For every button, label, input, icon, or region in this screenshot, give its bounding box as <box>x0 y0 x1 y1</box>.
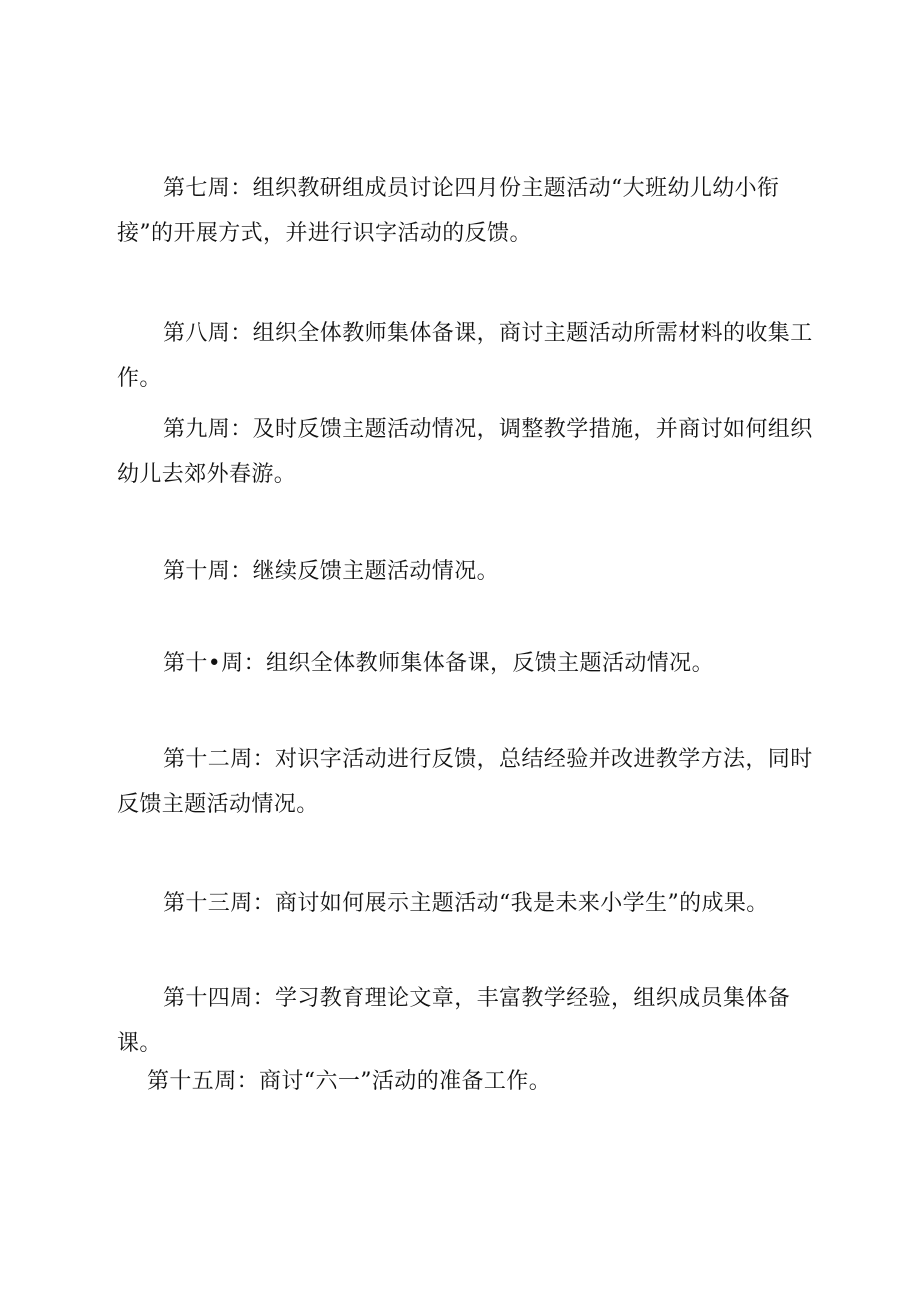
paragraph-week-9: 第九周：及时反馈主题活动情况，调整教学措施，并商讨如何组织幼儿去郊外春游。 <box>117 417 813 487</box>
paragraph-week-10: 第十周：继续反馈主题活动情况。 <box>163 559 500 584</box>
paragraph-week-12: 第十二周：对识字活动进行反馈，总结经验并改进教学方法，同时反馈主题活动情况。 <box>117 747 813 817</box>
paragraph-week-8: 第八周：组织全体教师集体备课，商讨主题活动所需材料的收集工作。 <box>117 321 813 391</box>
paragraph-week-14: 第十四周：学习教育理论文章，丰富教学经验，组织成员集体备课。 <box>117 986 791 1056</box>
paragraph-week-15: 第十五周：商讨“六一”活动的准备工作。 <box>147 1069 552 1094</box>
paragraph-week-13: 第十三周：商讨如何展示主题活动“我是未来小学生”的成果。 <box>163 891 769 916</box>
paragraph-week-7: 第七周：组织教研组成员讨论四月份主题活动“大班幼儿幼小衔接”的开展方式，并进行识字活动的反馈。 <box>117 176 780 246</box>
paragraph-week-11: 第十•周：组织全体教师集体备课，反馈主题活动情况。 <box>163 651 714 676</box>
